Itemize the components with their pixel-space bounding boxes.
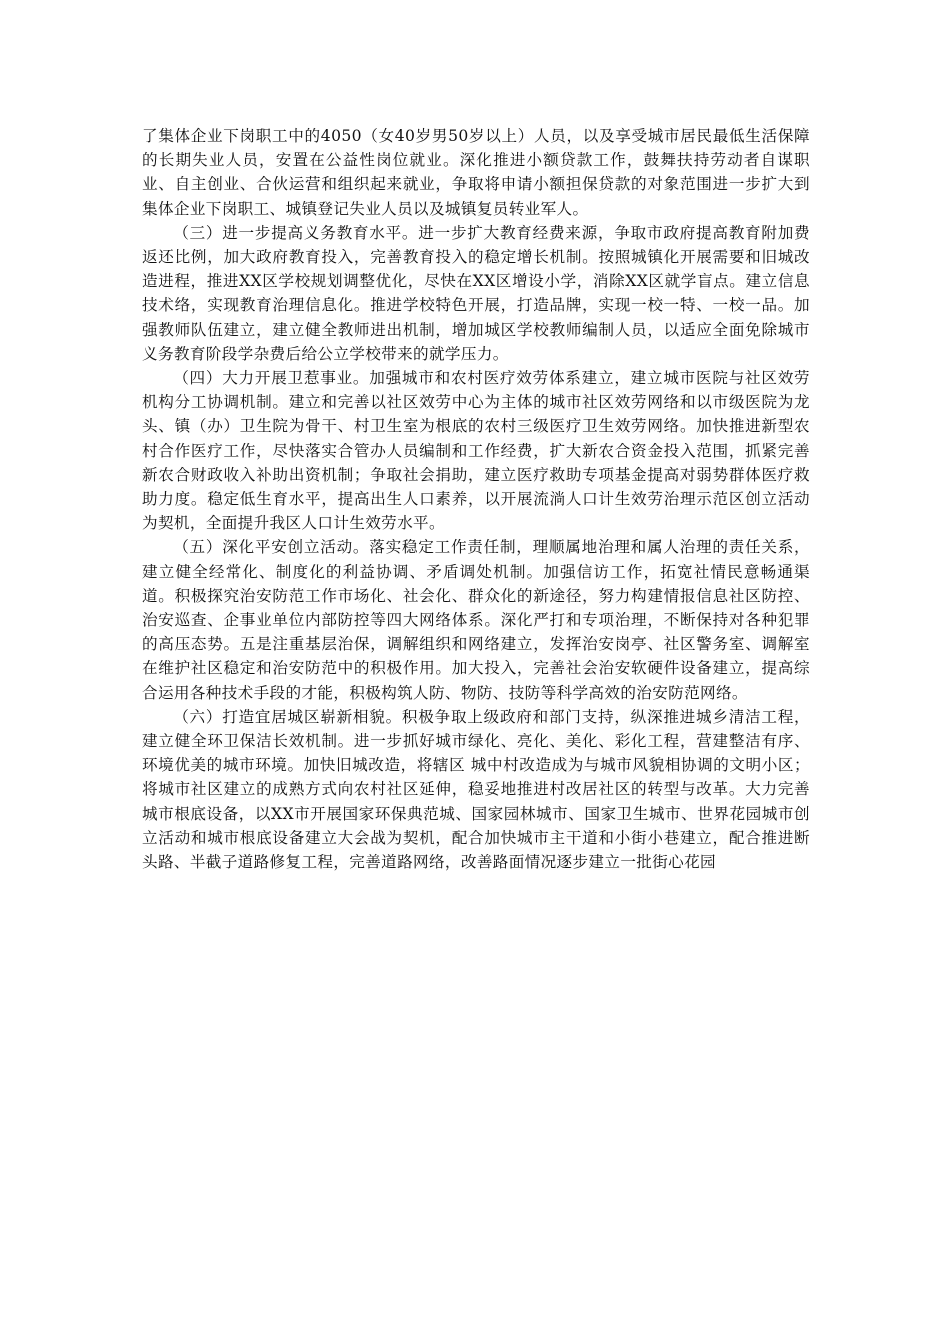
- paragraph-health-care: （四）大力开展卫惹事业。加强城市和农村医疗效劳体系建立，建立城市医院与社区效劳机构分工协调机制。建立和完善以社区效劳中心为主体的城市社区效劳网络和以市级医院为龙头、镇（办）卫生院为骨干、村卫生室为根底的农村三级医疗卫生效劳网络。加快推进新型农村合作医疗工作，尽快落实合管办人员编制和工作经费，扩大新农合资金投入范围，抓紧完善新农合财政收入补助出资机制；争取社会捐助，建立医疗救助专项基金提高对弱势群体医疗救助力度。稳定低生育水平，提高出生人口素养，以开展流淌人口计生效劳治理示范区创立活动为契机，全面提升我区人口计生效劳水平。: [142, 369, 810, 533]
- paragraph-compulsory-education: （三）进一步提高义务教育水平。进一步扩大教育经费来源，争取市政府提高教育附加费返还比例，加大政府教育投入，完善教育投入的稳定增长机制。按照城镇化开展需要和旧城改造进程，推进XX区学校规划调整优化，尽快在XX区增设小学，消除XX区就学盲点。建立信息技术络，实现教育治理信息化。推进学校特色开展，打造品牌，实现一校一特、一校一品。加强教师队伍建立，建立健全教师进出机制，增加城区学校教师编制人员，以适应全面免除城市义务教育阶段学杂费后给公立学校带来的就学压力。: [142, 223, 810, 363]
- document-body: [142, 124, 810, 874]
- paragraph-public-safety: （五）深化平安创立活动。落实稳定工作责任制，理顺属地治理和属人治理的责任关系，建立健全经常化、制度化的利益协调、矛盾调处机制。加强信访工作，拓宽社情民意畅通渠道。积极探究治安防范工作市场化、社会化、群众化的新途径，努力构建情报信息社区防控、治安巡查、企事业单位内部防控等四大网络体系。深化严打和专项治理，不断保持对各种犯罪的高压态势。五是注重基层治保，调解组织和网络建立，发挥治安岗亭、社区警务室、调解室在维护社区稳定和治安防范中的积极作用。加大投入，完善社会治安软硬件设备建立，提高综合运用各种技术手段的才能，积极构筑人防、物防、技防等科学高效的治安防范网络。: [142, 538, 810, 702]
- paragraph-livable-city: （六）打造宜居城区崭新相貌。积极争取上级政府和部门支持，纵深推进城乡清洁工程，建立健全环卫保洁长效机制。进一步抓好城市绿化、亮化、美化、彩化工程，营建整洁有序、环境优美的城市环境。加快旧城改造，将辖区 城中村改造成为与城市风貌相协调的文明小区；将城市社区建立的成熟方式向农村社区延伸，稳妥地推进村改居社区的转型与改革。大力完善城市根底设备，以XX市开展国家环保典范城、国家园林城市、国家卫生城市、世界花园城市创立活动和城市根底设备建立大会战为契机，配合加快城市主干道和小街小巷建立，配合推进断头路、半截子道路修复工程，完善道路网络，改善路面情况逐步建立一批街心花园: [142, 707, 810, 872]
- paragraph-continuation: 了集体企业下岗职工中的4050（女40岁男50岁以上）人员，以及享受城市居民最低生活保障的长期失业人员，安置在公益性岗位就业。深化推进小额贷款工作，鼓舞扶持劳动者自谋职业、自主创业、合伙运营和组织起来就业，争取将申请小额担保贷款的对象范围进一步扩大到集体企业下岗职工、城镇登记失业人员以及城镇复员转业军人。: [142, 127, 810, 218]
